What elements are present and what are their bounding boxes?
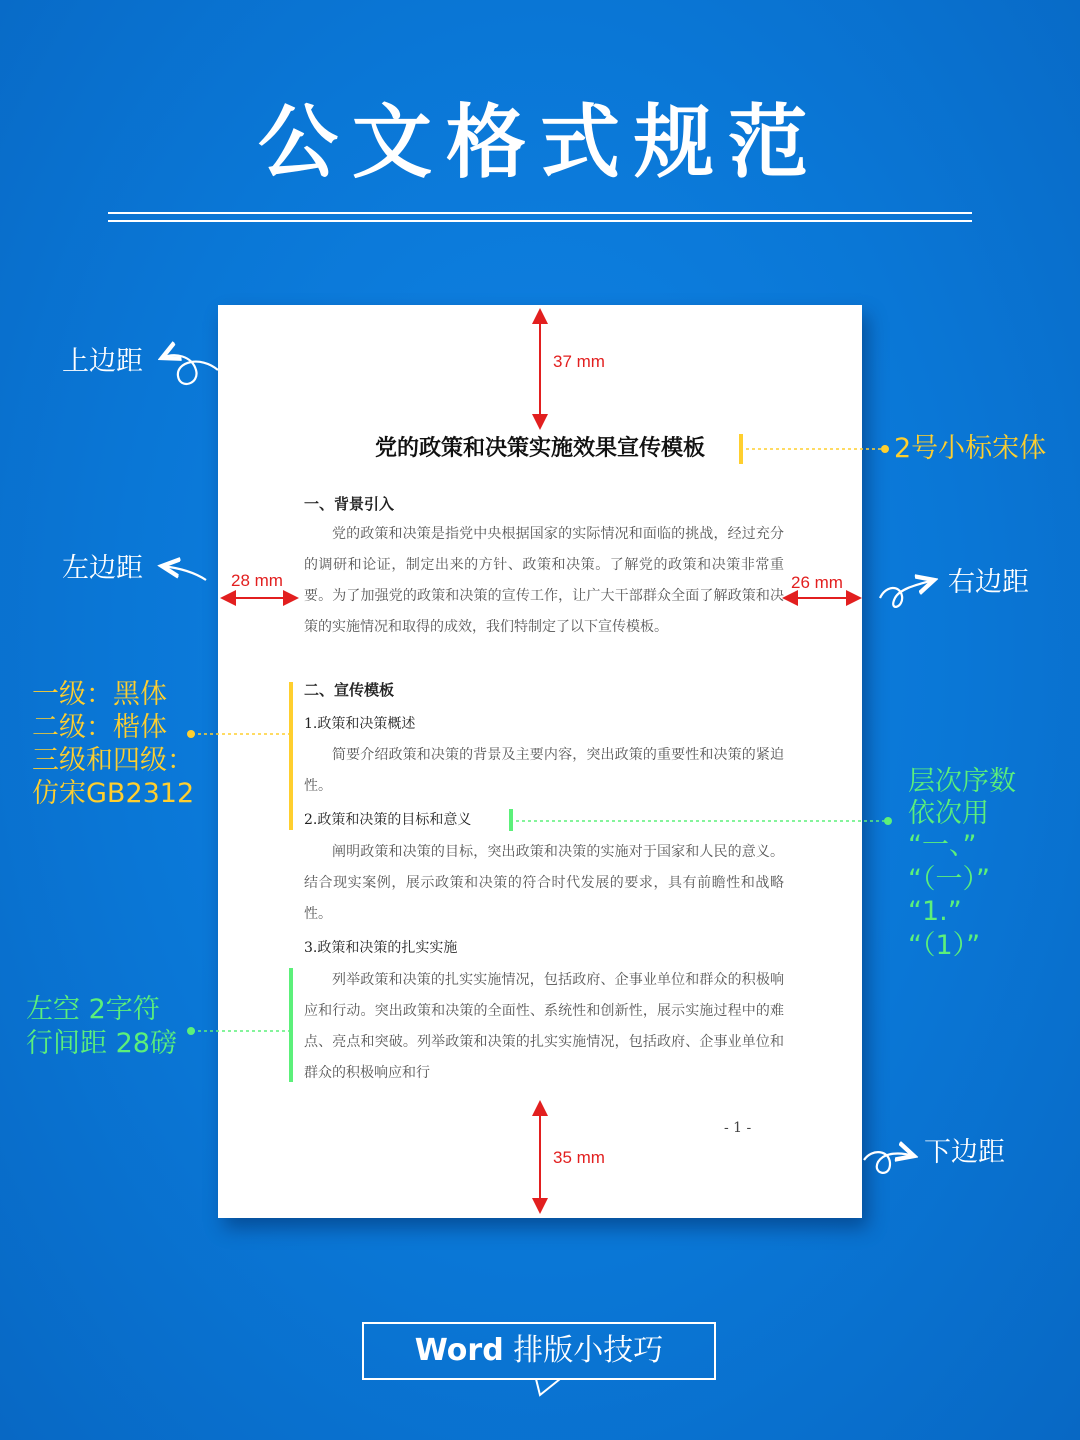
- poster-title: 公文格式规范: [258, 95, 822, 189]
- numbering-line-5: “1.”: [908, 896, 962, 927]
- section1-paragraph: 党的政策和决策是指党中央根据国家的实际情况和面临的挑战，经过充分的调研和论证，制定出来的方针、政策和决策。了解党的政策和决策非常重要。为了加强党的政策和决策的宣传工作，让广大干部群众全面了解政策和决策的实施情况和取得的成效，我们特制定了以下宣传模板。: [304, 526, 784, 635]
- left-margin-label: 左边距: [62, 553, 143, 584]
- subsection2-paragraph: 阐明政策和决策的目标，突出政策和决策的实施对于国家和人民的意义。结合现实案例，展示政策和决策的符合时代发展的要求，具有前瞻性和战略性。: [304, 844, 784, 922]
- bottom-measurement: 35 mm: [553, 1148, 605, 1167]
- font-level-3: 三级和四级：: [32, 745, 194, 776]
- right-measurement: 26 mm: [791, 573, 843, 592]
- bottom-margin-label: 下边距: [924, 1137, 1005, 1168]
- subsection3-paragraph: 列举政策和决策的扎实实施情况，包括政府、企事业单位和群众的积极响应和行动。突出政策和决策的全面性、系统性和创新性，展示实施过程中的难点、亮点和突破。列举政策和决策的扎实实施情况，包括政府、企事业单位和群众的积极响应和行: [304, 972, 784, 1081]
- top-margin-label: 上边距: [62, 346, 143, 377]
- title-font-dot: [881, 445, 889, 453]
- top-margin-swirl: [162, 355, 218, 384]
- bottom-margin-swirl: [864, 1152, 914, 1173]
- font-level-1: 一级：黑体: [32, 679, 167, 710]
- left-measurement: 28 mm: [231, 571, 283, 590]
- subsection2-heading: 2.政策和决策的目标和意义: [304, 812, 472, 828]
- indent-annotation: 左空 2字符: [26, 994, 160, 1025]
- spacing-dot: [187, 1027, 195, 1035]
- word-tips-badge: [362, 1322, 716, 1380]
- numbering-line-1: 层次序数: [908, 766, 1016, 797]
- top-measurement: 37 mm: [553, 352, 605, 371]
- numbering-line-6: “（1）”: [908, 930, 981, 961]
- numbering-line-2: 依次用: [908, 798, 989, 829]
- subsection1-heading: 1.政策和决策概述: [304, 716, 416, 732]
- font-level-dot: [187, 730, 195, 738]
- page-number: - 1 -: [724, 1120, 752, 1136]
- right-margin-swirl: [880, 580, 934, 607]
- line-spacing-annotation: 行间距 28磅: [26, 1028, 177, 1059]
- right-margin-label: 右边距: [948, 567, 1029, 598]
- font-level-2: 二级：楷体: [32, 712, 167, 743]
- section2-heading: 二、宣传模板: [304, 681, 395, 699]
- document-title: 党的政策和决策实施效果宣传模板: [374, 435, 705, 461]
- left-margin-pointer: [162, 566, 206, 580]
- subsection1-paragraph: 简要介绍政策和决策的背景及主要内容，突出政策的重要性和决策的紧迫性。: [304, 747, 784, 794]
- section1-heading: 一、背景引入: [304, 495, 395, 513]
- badge-word: Word: [414, 1333, 504, 1368]
- badge-tail: [536, 1379, 560, 1395]
- subsection3-heading: 3.政策和决策的扎实实施: [304, 940, 458, 956]
- title-font-annotation: 2号小标宋体: [894, 433, 1047, 464]
- numbering-line-3: “一、”: [908, 830, 977, 861]
- badge-text: 排版小技巧: [503, 1333, 664, 1368]
- numbering-line-4: “（一）”: [908, 864, 990, 895]
- font-level-4: 仿宋GB2312: [32, 778, 195, 809]
- numbering-dot: [884, 817, 892, 825]
